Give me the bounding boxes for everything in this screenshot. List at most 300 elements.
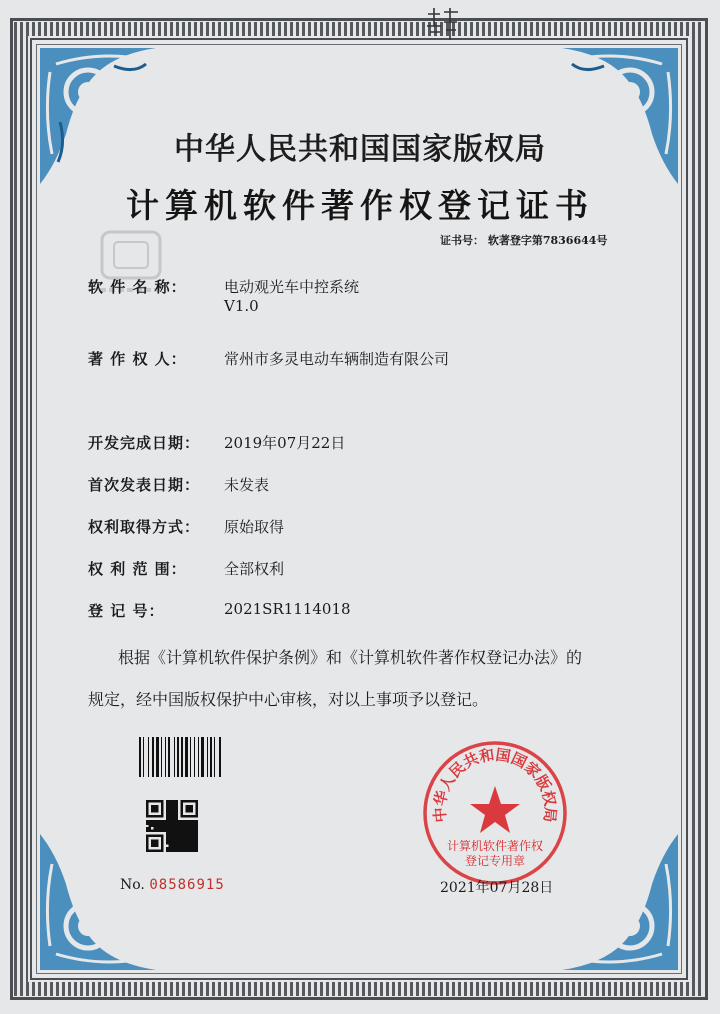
- barcode-bar: [190, 737, 191, 777]
- publication-date-value: 未发表: [224, 476, 270, 494]
- qr-module: [178, 820, 180, 822]
- qr-module: [196, 845, 198, 847]
- qr-module: [166, 842, 168, 844]
- body-line-1: 根据《计算机软件保护条例》和《计算机软件著作权登记办法》的: [118, 648, 583, 667]
- qr-module: [191, 837, 193, 839]
- seal-inner-line-1: 计算机软件著作权: [446, 839, 544, 853]
- qr-module: [193, 832, 195, 834]
- qr-module: [151, 805, 158, 812]
- qr-module: [178, 830, 180, 832]
- qr-module: [176, 812, 178, 814]
- qr-module: [168, 827, 170, 829]
- qr-module: [193, 822, 195, 824]
- barcode: [137, 737, 243, 777]
- barcode-bar: [185, 737, 188, 777]
- qr-module: [196, 832, 198, 834]
- qr-module: [191, 825, 193, 827]
- qr-module: [188, 837, 190, 839]
- qr-module: [173, 847, 175, 849]
- qr-module: [178, 825, 180, 827]
- qr-module: [168, 825, 170, 827]
- qr-module: [148, 827, 150, 829]
- qr-module: [171, 822, 173, 824]
- software-version-value: V1.0: [224, 297, 259, 315]
- qr-module: [173, 820, 175, 822]
- qr-module: [181, 842, 183, 844]
- qr-module: [166, 810, 168, 812]
- qr-module: [171, 815, 173, 817]
- qr-module: [181, 820, 183, 822]
- qr-module: [188, 840, 190, 842]
- qr-module: [183, 835, 185, 837]
- qr-module: [173, 845, 175, 847]
- qr-module: [176, 822, 178, 824]
- qr-module: [158, 822, 160, 824]
- qr-module: [156, 825, 158, 827]
- qr-module: [168, 812, 170, 814]
- qr-module: [166, 840, 168, 842]
- qr-module: [156, 820, 158, 822]
- qr-module: [183, 837, 185, 839]
- qr-module: [178, 822, 180, 824]
- qr-module: [191, 835, 193, 837]
- qr-module: [168, 850, 170, 852]
- qr-module: [181, 850, 183, 852]
- serial-number-value: 08586915: [149, 877, 225, 893]
- qr-module: [176, 817, 178, 819]
- qr-module: [173, 850, 175, 852]
- qr-module: [171, 820, 173, 822]
- qr-module: [166, 812, 168, 814]
- qr-module: [176, 810, 178, 812]
- qr-module: [181, 837, 183, 839]
- qr-module: [166, 830, 168, 832]
- qr-module: [171, 842, 173, 844]
- software-name-label: 软 件 名 称：: [88, 278, 187, 296]
- body-line-2: 规定，经中国版权保护中心审核，对以上事项予以登记。: [88, 690, 489, 709]
- qr-module: [188, 832, 190, 834]
- qr-module: [191, 840, 193, 842]
- qr-module: [191, 827, 193, 829]
- qr-module: [186, 832, 188, 834]
- qr-module: [166, 800, 168, 802]
- qr-module: [183, 832, 185, 834]
- issuer-title: 中华人民共和国国家版权局: [174, 132, 546, 167]
- qr-module: [171, 845, 173, 847]
- barcode-bar: [156, 737, 159, 777]
- barcode-bar: [168, 737, 170, 777]
- qr-module: [196, 825, 198, 827]
- qr-module: [168, 810, 170, 812]
- qr-module: [178, 835, 180, 837]
- barcode-bar: [139, 737, 141, 777]
- qr-module: [166, 805, 168, 807]
- qr-module: [166, 822, 168, 824]
- qr-module: [171, 805, 173, 807]
- qr-module: [148, 825, 150, 827]
- qr-module: [146, 830, 148, 832]
- qr-module: [166, 832, 168, 834]
- qr-module: [168, 842, 170, 844]
- qr-module: [168, 820, 170, 822]
- qr-module: [163, 825, 165, 827]
- qr-module: [176, 835, 178, 837]
- software-name-value: 电动观光车中控系统: [224, 278, 360, 296]
- qr-module: [161, 820, 163, 822]
- qr-module: [168, 800, 170, 802]
- qr-module: [196, 820, 198, 822]
- qr-module: [191, 830, 193, 832]
- qr-module: [191, 842, 193, 844]
- corner-ornament-icon: [532, 44, 682, 194]
- qr-module: [188, 845, 190, 847]
- qr-module: [168, 805, 170, 807]
- barcode-bar: [207, 737, 208, 777]
- qr-module: [181, 847, 183, 849]
- qr-module: [178, 827, 180, 829]
- qr-module: [178, 845, 180, 847]
- qr-module: [156, 830, 158, 832]
- qr-module: [168, 835, 170, 837]
- qr-module: [153, 825, 155, 827]
- qr-module: [171, 817, 173, 819]
- qr-module: [186, 805, 193, 812]
- qr-module: [193, 842, 195, 844]
- completion-date-label: 开发完成日期：: [88, 434, 201, 452]
- qr-module: [168, 847, 170, 849]
- qr-module: [186, 827, 188, 829]
- qr-module: [171, 850, 173, 852]
- barcode-bar: [148, 737, 149, 777]
- qr-module: [196, 835, 198, 837]
- qr-module: [178, 850, 180, 852]
- qr-module: [176, 850, 178, 852]
- qr-module: [183, 845, 185, 847]
- qr-module: [176, 840, 178, 842]
- qr-module: [181, 832, 183, 834]
- qr-module: [158, 830, 160, 832]
- qr-module: [168, 832, 170, 834]
- acquisition-method-value: 原始取得: [224, 518, 285, 536]
- qr-module: [171, 827, 173, 829]
- qr-module: [171, 802, 173, 804]
- rights-scope-value: 全部权利: [224, 560, 285, 578]
- barcode-bar: [161, 737, 162, 777]
- qr-module: [173, 812, 175, 814]
- qr-module: [173, 832, 175, 834]
- serial-number: [120, 877, 225, 893]
- qr-module: [166, 835, 168, 837]
- qr-module: [193, 840, 195, 842]
- qr-module: [191, 845, 193, 847]
- qr-module: [173, 817, 175, 819]
- qr-module: [186, 845, 188, 847]
- qr-module: [176, 847, 178, 849]
- qr-module: [161, 827, 163, 829]
- qr-module: [196, 822, 198, 824]
- qr-module: [188, 820, 190, 822]
- qr-module: [188, 835, 190, 837]
- barcode-bar: [143, 737, 144, 777]
- qr-module: [176, 832, 178, 834]
- qr-module: [173, 837, 175, 839]
- qr-module: [168, 837, 170, 839]
- qr-code: [146, 800, 198, 852]
- qr-module: [148, 830, 150, 832]
- qr-module: [186, 847, 188, 849]
- qr-module: [183, 842, 185, 844]
- qr-module: [183, 827, 185, 829]
- barcode-bar: [214, 737, 215, 777]
- qr-module: [168, 815, 170, 817]
- qr-module: [153, 830, 155, 832]
- qr-module: [173, 830, 175, 832]
- qr-module: [196, 850, 198, 852]
- qr-module: [183, 850, 185, 852]
- qr-module: [178, 840, 180, 842]
- qr-module: [196, 827, 198, 829]
- barcode-bar: [201, 737, 204, 777]
- qr-module: [193, 820, 195, 822]
- qr-module: [166, 807, 168, 809]
- qr-module: [196, 840, 198, 842]
- qr-module: [176, 825, 178, 827]
- qr-module: [161, 825, 163, 827]
- qr-module: [173, 807, 175, 809]
- qr-module: [186, 830, 188, 832]
- official-seal: [420, 738, 570, 888]
- qr-module: [146, 820, 148, 822]
- qr-module: [186, 825, 188, 827]
- qr-module: [148, 820, 150, 822]
- qr-module: [166, 827, 168, 829]
- qr-module: [181, 827, 183, 829]
- barcode-bar: [198, 737, 199, 777]
- qr-module: [146, 822, 148, 824]
- qr-module: [168, 822, 170, 824]
- qr-module: [183, 840, 185, 842]
- qr-module: [153, 827, 155, 829]
- qr-module: [171, 825, 173, 827]
- qr-module: [176, 807, 178, 809]
- qr-module: [171, 807, 173, 809]
- certificate-number: 证书号： 软著登字第7836644号: [440, 234, 608, 247]
- qr-module: [178, 837, 180, 839]
- qr-module: [176, 800, 178, 802]
- qr-module: [171, 847, 173, 849]
- qr-module: [171, 840, 173, 842]
- qr-module: [193, 837, 195, 839]
- qr-module: [158, 827, 160, 829]
- qr-module: [178, 832, 180, 834]
- qr-module: [193, 825, 195, 827]
- certificate-title: 计算机软件著作权登记证书: [126, 186, 594, 225]
- qr-module: [196, 837, 198, 839]
- qr-module: [193, 835, 195, 837]
- qr-module: [173, 815, 175, 817]
- qr-module: [171, 800, 173, 802]
- qr-module: [163, 827, 165, 829]
- qr-module: [181, 825, 183, 827]
- qr-module: [176, 820, 178, 822]
- barcode-bar: [177, 737, 179, 777]
- qr-module: [151, 822, 153, 824]
- qr-module: [166, 820, 168, 822]
- qr-module: [188, 842, 190, 844]
- qr-module: [183, 830, 185, 832]
- qr-module: [186, 837, 188, 839]
- qr-module: [196, 842, 198, 844]
- qr-module: [173, 810, 175, 812]
- qr-module: [186, 842, 188, 844]
- qr-module: [173, 842, 175, 844]
- barcode-bar: [152, 737, 154, 777]
- qr-module: [156, 827, 158, 829]
- qr-module: [151, 825, 153, 827]
- qr-module: [171, 832, 173, 834]
- qr-module: [168, 817, 170, 819]
- serial-label: No.: [120, 877, 145, 893]
- qr-module: [166, 825, 168, 827]
- qr-module: [166, 850, 168, 852]
- qr-module: [193, 850, 195, 852]
- qr-module: [183, 822, 185, 824]
- registration-number-value: 2021SR1114018: [224, 600, 351, 618]
- qr-module: [176, 842, 178, 844]
- qr-module: [176, 845, 178, 847]
- qr-module: [173, 827, 175, 829]
- qr-module: [166, 817, 168, 819]
- qr-module: [166, 847, 168, 849]
- qr-module: [168, 807, 170, 809]
- qr-module: [168, 830, 170, 832]
- qr-module: [153, 820, 155, 822]
- barcode-bar: [181, 737, 183, 777]
- qr-module: [173, 800, 175, 802]
- qr-module: [196, 830, 198, 832]
- qr-module: [188, 850, 190, 852]
- qr-module: [178, 847, 180, 849]
- issue-date: 2021年07月28日: [440, 880, 554, 896]
- qr-module: [168, 840, 170, 842]
- qr-module: [163, 822, 165, 824]
- qr-module: [188, 825, 190, 827]
- qr-module: [168, 802, 170, 804]
- qr-module: [173, 805, 175, 807]
- qr-module: [153, 822, 155, 824]
- qr-module: [156, 822, 158, 824]
- barcode-bar: [174, 737, 175, 777]
- qr-module: [191, 832, 193, 834]
- handwritten-note: [422, 4, 462, 44]
- qr-module: [181, 835, 183, 837]
- qr-module: [193, 830, 195, 832]
- acquisition-method-label: 权利取得方式：: [88, 518, 201, 536]
- qr-module: [191, 850, 193, 852]
- qr-module: [178, 842, 180, 844]
- qr-module: [151, 820, 153, 822]
- registration-number-label: 登 记 号：: [88, 602, 165, 620]
- qr-module: [186, 850, 188, 852]
- qr-module: [176, 805, 178, 807]
- qr-module: [188, 830, 190, 832]
- qr-module: [173, 840, 175, 842]
- corner-ornament-icon: [36, 44, 186, 194]
- qr-module: [183, 820, 185, 822]
- qr-module: [176, 802, 178, 804]
- rights-scope-label: 权 利 范 围：: [88, 560, 187, 578]
- qr-module: [181, 822, 183, 824]
- barcode-bar: [219, 737, 221, 777]
- qr-module: [151, 830, 153, 832]
- qr-module: [191, 847, 193, 849]
- qr-module: [166, 837, 168, 839]
- qr-module: [196, 847, 198, 849]
- qr-module: [193, 847, 195, 849]
- qr-module: [173, 802, 175, 804]
- qr-module: [183, 825, 185, 827]
- qr-module: [146, 827, 148, 829]
- qr-module: [166, 815, 168, 817]
- qr-module: [163, 820, 165, 822]
- qr-module: [176, 837, 178, 839]
- publication-date-label: 首次发表日期：: [88, 476, 201, 494]
- qr-module: [186, 840, 188, 842]
- barcode-bar: [210, 737, 212, 777]
- qr-module: [191, 820, 193, 822]
- qr-module: [166, 802, 168, 804]
- qr-module: [168, 845, 170, 847]
- qr-module: [186, 820, 188, 822]
- qr-module: [171, 837, 173, 839]
- qr-module: [171, 835, 173, 837]
- qr-module: [158, 820, 160, 822]
- seal-inner-line-2: 登记专用章: [464, 854, 526, 868]
- qr-module: [193, 827, 195, 829]
- qr-module: [183, 847, 185, 849]
- qr-module: [173, 825, 175, 827]
- qr-module: [148, 822, 150, 824]
- qr-module: [173, 822, 175, 824]
- completion-date-value: 2019年07月22日: [224, 434, 346, 452]
- qr-module: [161, 830, 163, 832]
- qr-module: [188, 822, 190, 824]
- barcode-bar: [194, 737, 195, 777]
- qr-module: [193, 845, 195, 847]
- qr-module: [151, 840, 158, 847]
- copyright-owner-label: 著 作 权 人：: [88, 350, 187, 368]
- qr-module: [171, 810, 173, 812]
- qr-module: [176, 827, 178, 829]
- qr-module: [163, 830, 165, 832]
- qr-module: [181, 845, 183, 847]
- copyright-owner-value: 常州市多灵电动车辆制造有限公司: [224, 350, 450, 368]
- barcode-bar: [165, 737, 166, 777]
- qr-module: [176, 815, 178, 817]
- qr-module: [188, 827, 190, 829]
- qr-module: [171, 830, 173, 832]
- qr-module: [171, 812, 173, 814]
- qr-module: [186, 822, 188, 824]
- qr-module: [176, 830, 178, 832]
- qr-module: [181, 830, 183, 832]
- qr-module: [186, 835, 188, 837]
- qr-module: [158, 825, 160, 827]
- qr-module: [191, 822, 193, 824]
- qr-module: [181, 840, 183, 842]
- qr-module: [161, 822, 163, 824]
- seal-outer-text: 中华人民共和国国家版权局: [430, 745, 560, 824]
